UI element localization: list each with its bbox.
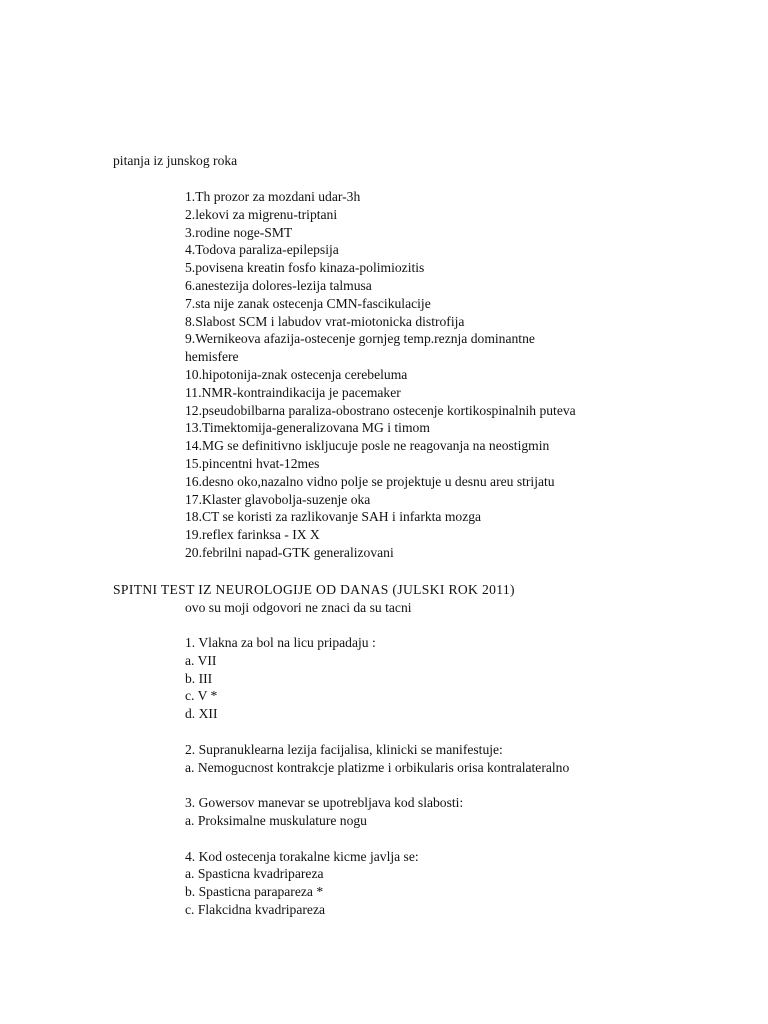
list-item: 16.desno oko,nazalno vidno polje se projektuje u desnu areu strijatu [185, 473, 555, 489]
test-title: SPITNI TEST IZ NEUROLOGIJE OD DANAS (JULSKI ROK 2011) [113, 582, 515, 597]
list-item: 7.sta nije zanak ostecenja CMN-fascikulacije [185, 295, 431, 311]
list-item: 13.Timektomija-generalizovana MG i timom [185, 420, 430, 436]
answer-option: c. Flakcidna kvadripareza [185, 901, 326, 917]
answer-option: a. Nemogucnost kontrakcje platizme i orbikularis orisa kontralateralno [185, 759, 570, 775]
list-item: 6.anestezija dolores-lezija talmusa [185, 277, 372, 293]
list-item: 4.Todova paraliza-epilepsija [185, 242, 339, 258]
list-item: 11.NMR-kontraindikacija je pacemaker [185, 384, 401, 400]
list-item: 3.rodine noge-SMT [185, 224, 293, 240]
list-item: 10.hipotonija-znak ostecenja cerebeluma [185, 366, 408, 382]
list-item: 9.Wernikeova afazija-ostecenje gornjeg temp.reznja dominantne [185, 331, 535, 347]
question-block-1 [185, 634, 725, 723]
list-item: 19.reflex farinksa - IX X [185, 527, 320, 543]
list-item: 17.Klaster glavobolja-suzenje oka [185, 491, 371, 507]
answer-list [185, 759, 725, 777]
question-text: 3. Gowersov manevar se upotrebljava kod slabosti: [185, 795, 464, 811]
question-text: 2. Supranuklearna lezija facijalisa, klinicki se manifestuje: [185, 741, 503, 757]
list-item: 18.CT se koristi za razlikovanje SAH i infarkta mozga [185, 509, 482, 525]
list-item: 15.pincentni hvat-12mes [185, 455, 320, 471]
list-item: 2.lekovi za migrenu-triptani [185, 206, 338, 222]
answer-list [185, 865, 725, 918]
list-item-continuation: hemisfere [185, 349, 239, 365]
page-heading: pitanja iz junskog roka [113, 153, 238, 168]
list-item: 12.pseudobilbarna paraliza-obostrano ostecenje kortikospinalnih puteva [185, 402, 576, 418]
question-text: 4. Kod ostecenja torakalne kicme javlja se: [185, 848, 419, 864]
list-item: 20.febrilni napad-GTK generalizovani [185, 544, 394, 560]
list-item: 5.povisena kreatin fosfo kinaza-polimiozitis [185, 260, 425, 276]
test-questions [185, 634, 725, 937]
answer-option: a. Proksimalne muskulature nogu [185, 812, 367, 828]
test-note: ovo su moji odgovori ne znaci da su tacni [185, 600, 412, 615]
list-item: 1.Th prozor za mozdani udar-3h [185, 189, 361, 204]
answer-option: b. Spasticna parapareza * [185, 884, 324, 900]
list-item: 8.Slabost SCM i labudov vrat-miotonicka distrofija [185, 313, 465, 329]
answer-option: b. III [185, 670, 213, 686]
list-item: 14.MG se definitivno iskljucuje posle ne reagovanja na neostigmin [185, 438, 550, 454]
answer-list [185, 812, 725, 830]
answer-option: a. VII [185, 652, 217, 668]
question-block-2 [185, 741, 725, 777]
answer-option: d. XII [185, 706, 218, 722]
question-text: 1. Vlakna za bol na licu pripadaju : [185, 635, 376, 650]
question-block-3 [185, 794, 725, 830]
answer-list [185, 652, 725, 723]
answer-option: c. V * [185, 688, 218, 704]
june-questions-list [185, 188, 665, 562]
answer-option: a. Spasticna kvadripareza [185, 866, 324, 882]
question-block-4 [185, 848, 725, 919]
